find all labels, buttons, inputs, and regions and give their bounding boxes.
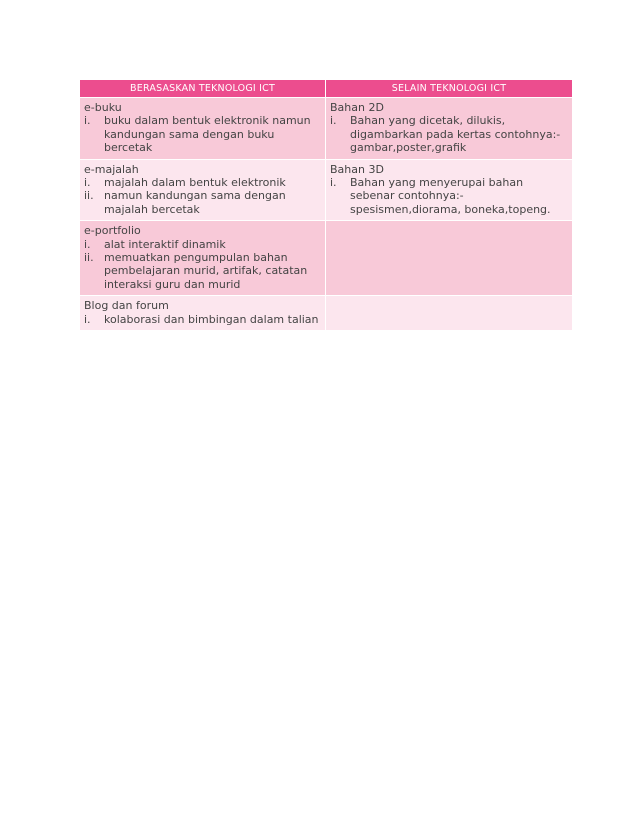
cell-non-ict <box>326 159 573 221</box>
list-item-number: i. <box>84 114 91 128</box>
list-item <box>84 189 321 216</box>
table-body <box>80 98 573 331</box>
list-item <box>84 313 321 326</box>
cell-ict-based <box>80 296 326 331</box>
list-item-number: i. <box>330 114 337 128</box>
cell-non-ict <box>326 98 573 160</box>
list-item-number: i. <box>84 312 91 326</box>
cell-title: Bahan 3D <box>330 162 384 176</box>
cell-ict-based <box>80 98 326 160</box>
list-item-number: ii. <box>84 189 94 203</box>
cell-title: e-portfolio <box>84 224 141 238</box>
list-item-text: alat interaktif dinamik <box>104 237 226 251</box>
item-list <box>84 176 321 216</box>
table-header-row <box>80 80 573 98</box>
list-item-text: namun kandungan sama dengan majalah bercetak <box>104 189 286 216</box>
header-non-ict: SELAIN TEKNOLOGI ICT <box>326 80 573 98</box>
item-list <box>84 238 321 292</box>
list-item <box>84 238 321 251</box>
item-list <box>330 176 568 216</box>
table-row <box>80 221 573 296</box>
list-item-number: ii. <box>84 251 94 265</box>
item-list <box>84 114 321 154</box>
list-item-text: Bahan yang menyerupai bahan sebenar contohnya:-spesismen,diorama, boneka,topeng. <box>350 176 551 216</box>
table-row <box>80 98 573 160</box>
cell-ict-based <box>80 159 326 221</box>
list-item <box>330 176 568 216</box>
item-list <box>330 114 568 154</box>
list-item-text: Bahan yang dicetak, dilukis, digambarkan pada kertas contohnya:-gambar,poster,grafik <box>350 114 561 155</box>
cell-title: e-buku <box>84 101 122 114</box>
item-list <box>84 313 321 326</box>
cell-ict-based <box>80 221 326 296</box>
list-item <box>84 114 321 154</box>
cell-non-ict <box>326 221 573 296</box>
comparison-table <box>79 79 573 331</box>
table-row <box>80 296 573 331</box>
list-item <box>330 114 568 154</box>
list-item <box>84 176 321 189</box>
list-item-number: i. <box>84 237 91 251</box>
list-item <box>84 251 321 291</box>
list-item-text: kolaborasi dan bimbingan dalam talian <box>104 312 319 326</box>
cell-title: Bahan 2D <box>330 101 384 114</box>
cell-non-ict <box>326 296 573 331</box>
list-item-number: i. <box>84 176 91 190</box>
header-ict-based: BERASASKAN TEKNOLOGI ICT <box>80 80 326 98</box>
cell-title: e-majalah <box>84 162 139 176</box>
list-item-text: memuatkan pengumpulan bahan pembelajaran murid, artifak, catatan interaksi guru dan murid <box>104 251 308 291</box>
list-item-text: majalah dalam bentuk elektronik <box>104 176 286 190</box>
list-item-number: i. <box>330 176 337 190</box>
cell-title: Blog dan forum <box>84 299 169 313</box>
list-item-text: buku dalam bentuk elektronik namun kandungan sama dengan buku bercetak <box>104 114 311 155</box>
table-row <box>80 159 573 221</box>
